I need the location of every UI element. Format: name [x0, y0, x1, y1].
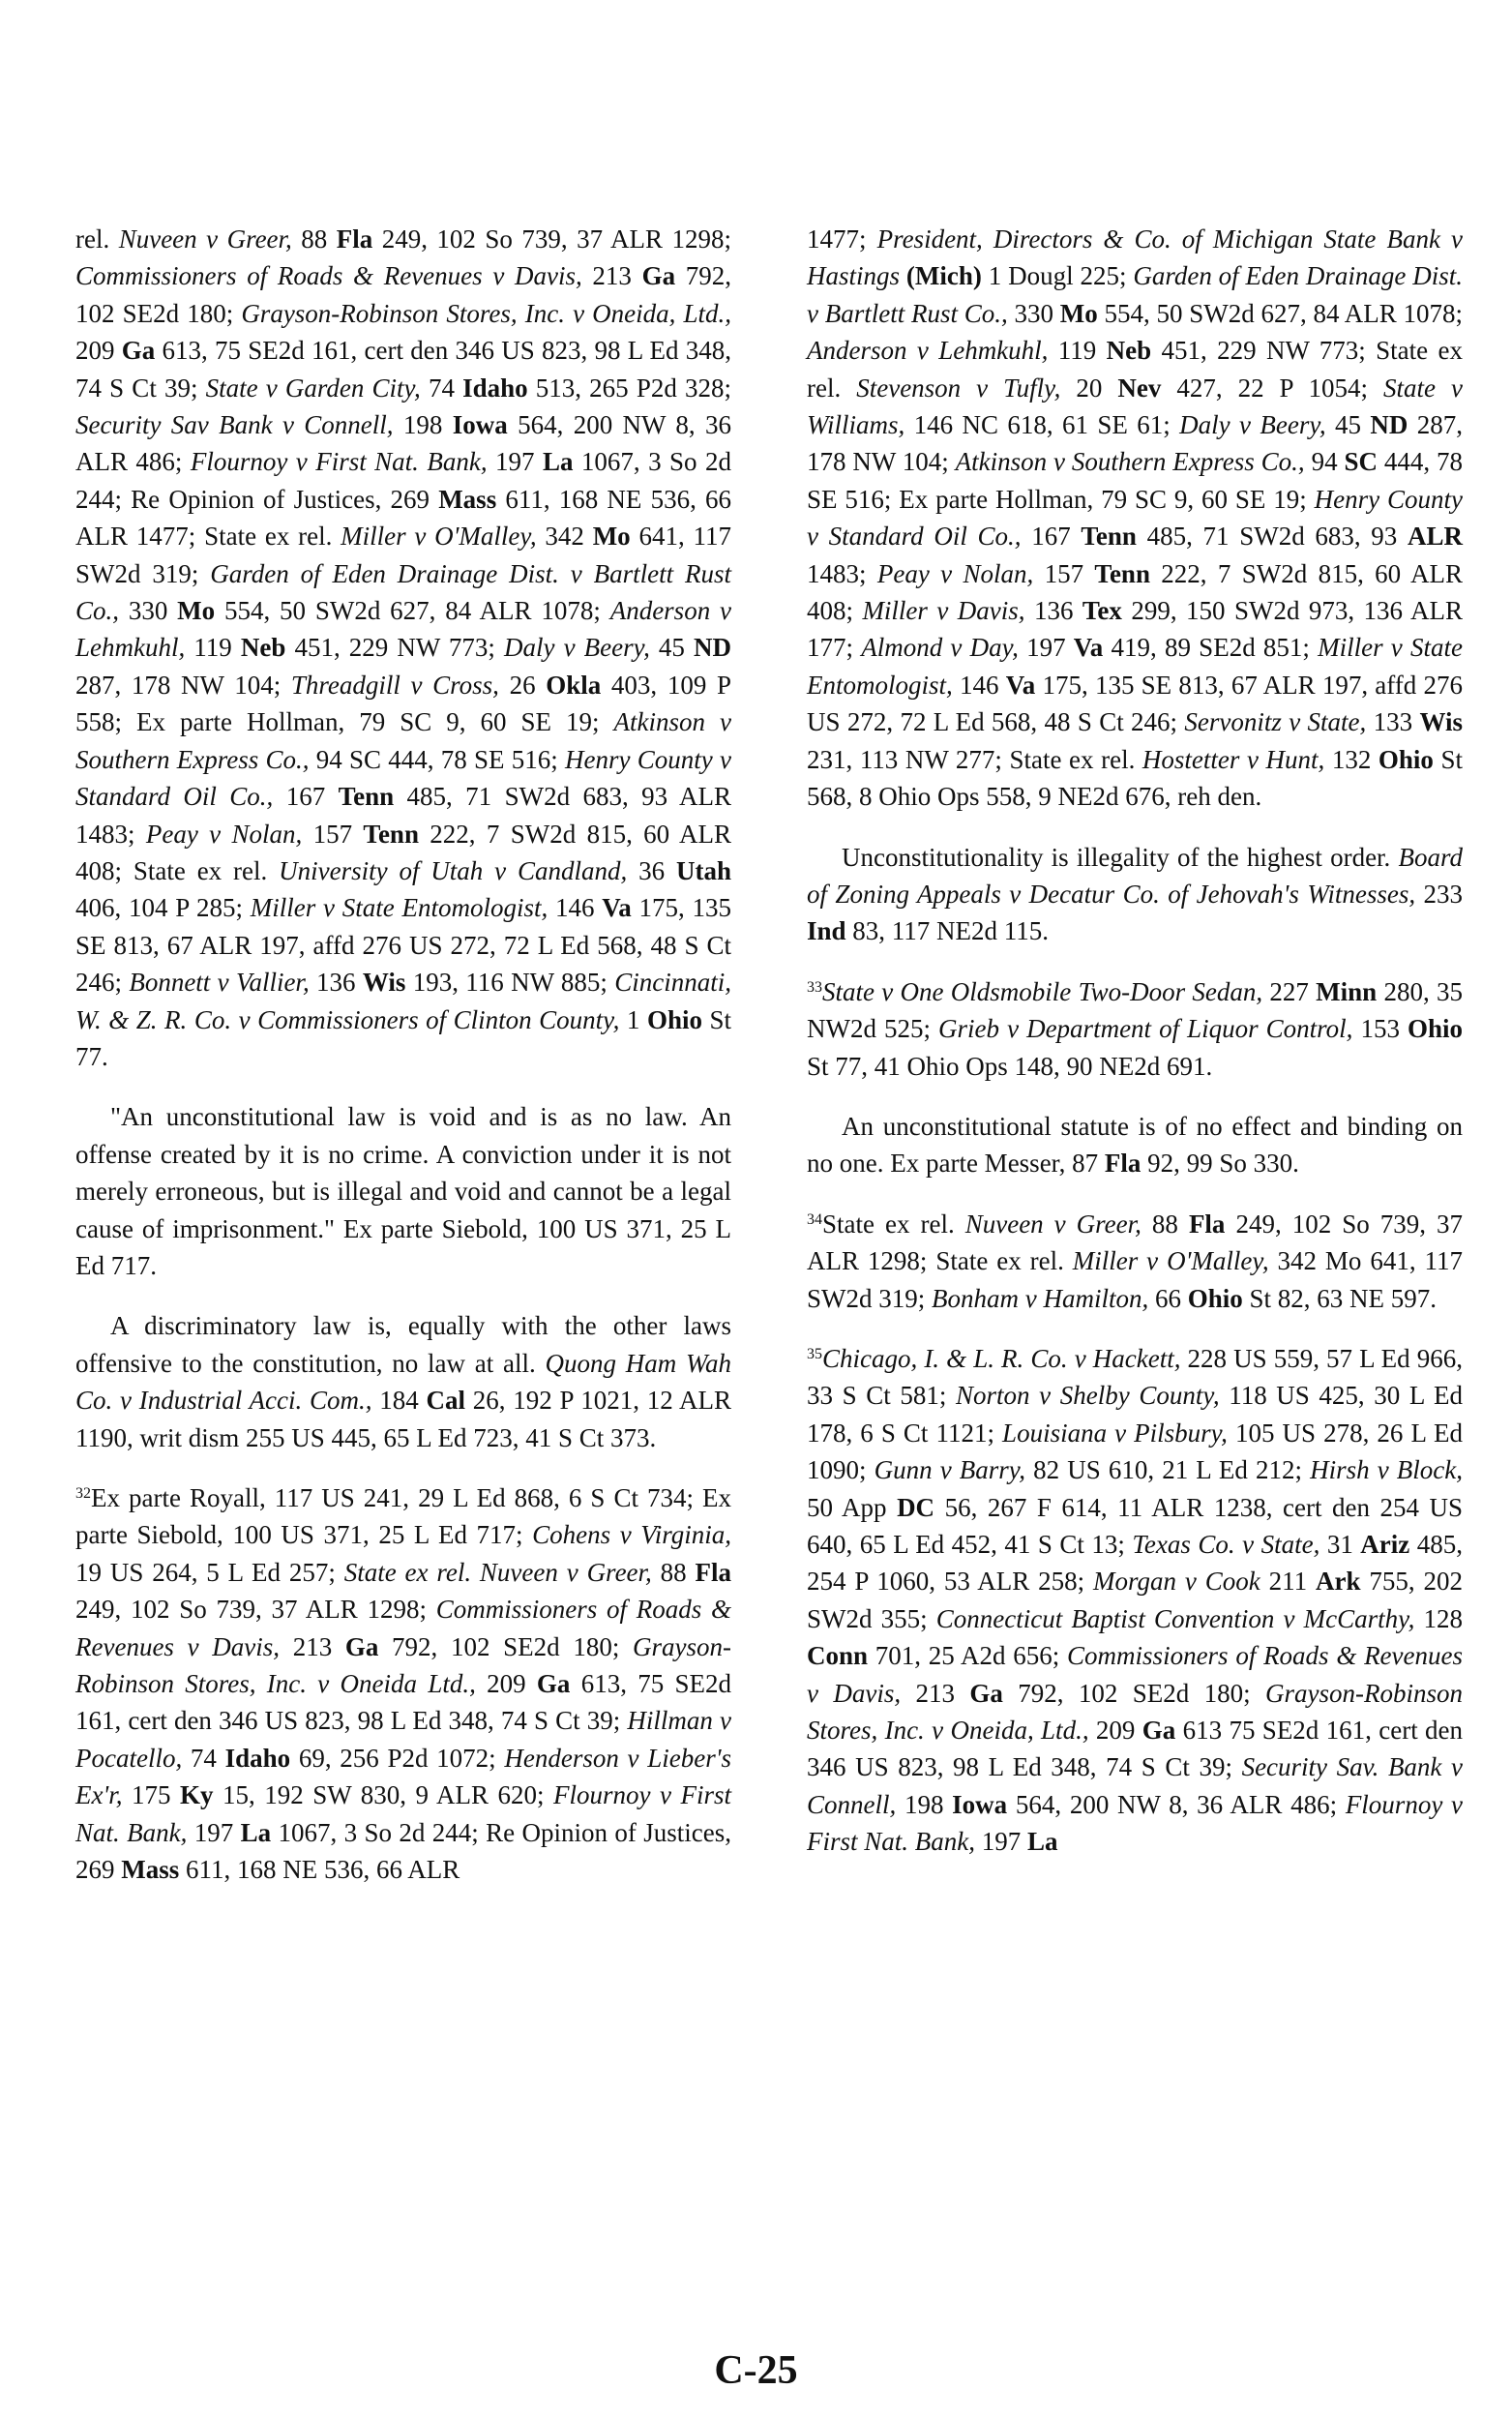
- right-column: [807, 221, 1463, 1884]
- footnote-33: $^{33}$State v One Oldsmobile Two-Door Sedan, 227 Minn 280, 35 NW2d 525; Grieb v Department of Liquor Control, 153 Ohio St 77, 41 Ohio Ops 148, 90 NE2d 691.: [807, 976, 1464, 1081]
- footnote-32: $^{32}$Ex parte Royall, 117 US 241, 29 L Ed 868, 6 S Ct 734; Ex parte Siebold, 100 US 371, 25 L Ed 717; Cohens v Virginia, 19 US 264, 5 L Ed 257; State ex rel. Nuveen v Greer, 88 Fla 249, 102 So 739, 37 ALR 1298; Commissioners of Roads & Revenues v Davis, 213 Ga 792, 102 SE2d 180; Grayson-Robinson Stores, Inc. v Oneida Ltd., 209 Ga 613, 75 SE2d 161, cert den 346 US 823, 98 L Ed 348, 74 S Ct 39; Hillman v Pocatello, 74 Idaho 69, 256 P2d 1072; Henderson v Lieber's Ex'r, 175 Ky 15, 192 SW 830, 9 ALR 620; Flournoy v First Nat. Bank, 197 La 1067, 3 So 2d 244; Re Opinion of Justices, 269 Mass 611, 168 NE 536, 66 ALR: [75, 1483, 732, 1885]
- page-number: C-25: [714, 2348, 798, 2393]
- footnote-34: $^{34}$State ex rel. Nuveen v Greer, 88 Fla 249, 102 So 739, 37 ALR 1298; State ex rel. Miller v O'Malley, 342 Mo 641, 117 SW2d 319; Bonham v Hamilton, 66 Ohio St 82, 63 NE 597.: [807, 1209, 1463, 1313]
- footnote-35: $^{35}$Chicago, I. & L. R. Co. v Hackett, 228 US 559, 57 L Ed 966, 33 S Ct 581; Norton v Shelby County, 118 US 425, 30 L Ed 178, 6 S Ct 1121; Louisiana v Pilsbury, 105 US 278, 26 L Ed 1090; Gunn v Barry, 82 US 610, 21 L Ed 212; Hirsh v Block, 50 App DC 56, 267 F 614, 11 ALR 1238, cert den 254 US 640, 65 L Ed 452, 41 S Ct 13; Texas Co. v State, 31 Ariz 485, 254 P 1060, 53 ALR 258; Morgan v Cook 211 Ark 755, 202 SW2d 355; Connecticut Baptist Convention v McCarthy, 128 Conn 701, 25 A2d 656; Commissioners of Roads & Revenues v Davis, 213 Ga 792, 102 SE2d 180; Grayson-Robinson Stores, Inc. v Oneida, Ltd., 209 Ga 613 75 SE2d 161, cert den 346 US 823, 98 L Ed 348, 74 S Ct 39; Security Sav. Bank v Connell, 198 Iowa 564, 200 NW 8, 36 ALR 486; Flournoy v First Nat. Bank, 197 La: [807, 1343, 1464, 1857]
- footnote-continuation: rel. Nuveen v Greer, 88 Fla 249, 102 So 739, 37 ALR 1298; Commissioners of Roads & Revenues v Davis, 213 Ga 792, 102 SE2d 180; Grayson-Robinson Stores, Inc. v Oneida, Ltd., 209 Ga 613, 75 SE2d 161, cert den 346 US 823, 98 L Ed 348, 74 S Ct 39; State v Garden City, 74 Idaho 513, 265 P2d 328; Security Sav Bank v Connell, 198 Iowa 564, 200 NW 8, 36 ALR 486; Flournoy v First Nat. Bank, 197 La 1067, 3 So 2d 244; Re Opinion of Justices, 269 Mass 611, 168 NE 536, 66 ALR 1477; State ex rel. Miller v O'Malley, 342 Mo 641, 117 SW2d 319; Garden of Eden Drainage Dist. v Bartlett Rust Co., 330 Mo 554, 50 SW2d 627, 84 ALR 1078; Anderson v Lehmkuhl, 119 Neb 451, 229 NW 773; Daly v Beery, 45 ND 287, 178 NW 104; Threadgill v Cross, 26 Okla 403, 109 P 558; Ex parte Hollman, 79 SC 9, 60 SE 19; Atkinson v Southern Express Co., 94 SC 444, 78 SE 516; Henry County v Standard Oil Co., 167 Tenn 485, 71 SW2d 683, 93 ALR 1483; Peay v Nolan, 157 Tenn 222, 7 SW2d 815, 60 ALR 408; State ex rel. University of Utah v Candland, 36 Utah 406, 104 P 285; Miller v State Entomologist, 146 Va 175, 135 SE 813, 67 ALR 197, affd 276 US 272, 72 L Ed 568, 48 S Ct 246; Bonnett v Vallier, 136 Wis 193, 116 NW 885; Cincinnati, W. & Z. R. Co. v Commissioners of Clinton County, 1 Ohio St 77.: [75, 224, 732, 1071]
- body-paragraph: A discriminatory law is, equally with the other laws offensive to the constitution, no law at all. Quong Ham Wah Co. v Industrial Acci. Com., 184 Cal 26, 192 P 1021, 12 ALR 1190, writ dism 255 US 445, 65 L Ed 723, 41 S Ct 373.: [75, 1311, 732, 1452]
- quotation-paragraph: "An unconstitutional law is void and is as no law. An offense created by it is no crime. A conviction under it is not merely erroneous, but is illegal and void and cannot be a legal cause of imprisonment." Ex parte Siebold, 100 US 371, 25 L Ed 717.: [75, 1102, 731, 1280]
- footnote-continuation: 1477; President, Directors & Co. of Michigan State Bank v Hastings (Mich) 1 Dougl 225; Garden of Eden Drainage Dist. v Bartlett Rust Co., 330 Mo 554, 50 SW2d 627, 84 ALR 1078; Anderson v Lehmkuhl, 119 Neb 451, 229 NW 773; State ex rel. Stevenson v Tufly, 20 Nev 427, 22 P 1054; State v Williams, 146 NC 618, 61 SE 61; Daly v Beery, 45 ND 287, 178 NW 104; Atkinson v Southern Express Co., 94 SC 444, 78 SE 516; Ex parte Hollman, 79 SC 9, 60 SE 19; Henry County v Standard Oil Co., 167 Tenn 485, 71 SW2d 683, 93 ALR 1483; Peay v Nolan, 157 Tenn 222, 7 SW2d 815, 60 ALR 408; Miller v Davis, 136 Tex 299, 150 SW2d 973, 136 ALR 177; Almond v Day, 197 Va 419, 89 SE2d 851; Miller v State Entomologist, 146 Va 175, 135 SE 813, 67 ALR 197, affd 276 US 272, 72 L Ed 568, 48 S Ct 246; Servonitz v State, 133 Wis 231, 113 NW 277; State ex rel. Hostetter v Hunt, 132 Ohio St 568, 8 Ohio Ops 558, 9 NE2d 676, reh den.: [807, 224, 1464, 812]
- body-paragraph: An unconstitutional statute is of no effect and binding on no one. Ex parte Messer, 87 Fla 92, 99 So 330.: [807, 1111, 1463, 1179]
- left-column: [75, 221, 731, 1911]
- body-paragraph: Unconstitutionality is illegality of the highest order. Board of Zoning Appeals v Decatur Co. of Jehovah's Witnesses, 233 Ind 83, 117 NE2d 115.: [807, 842, 1463, 946]
